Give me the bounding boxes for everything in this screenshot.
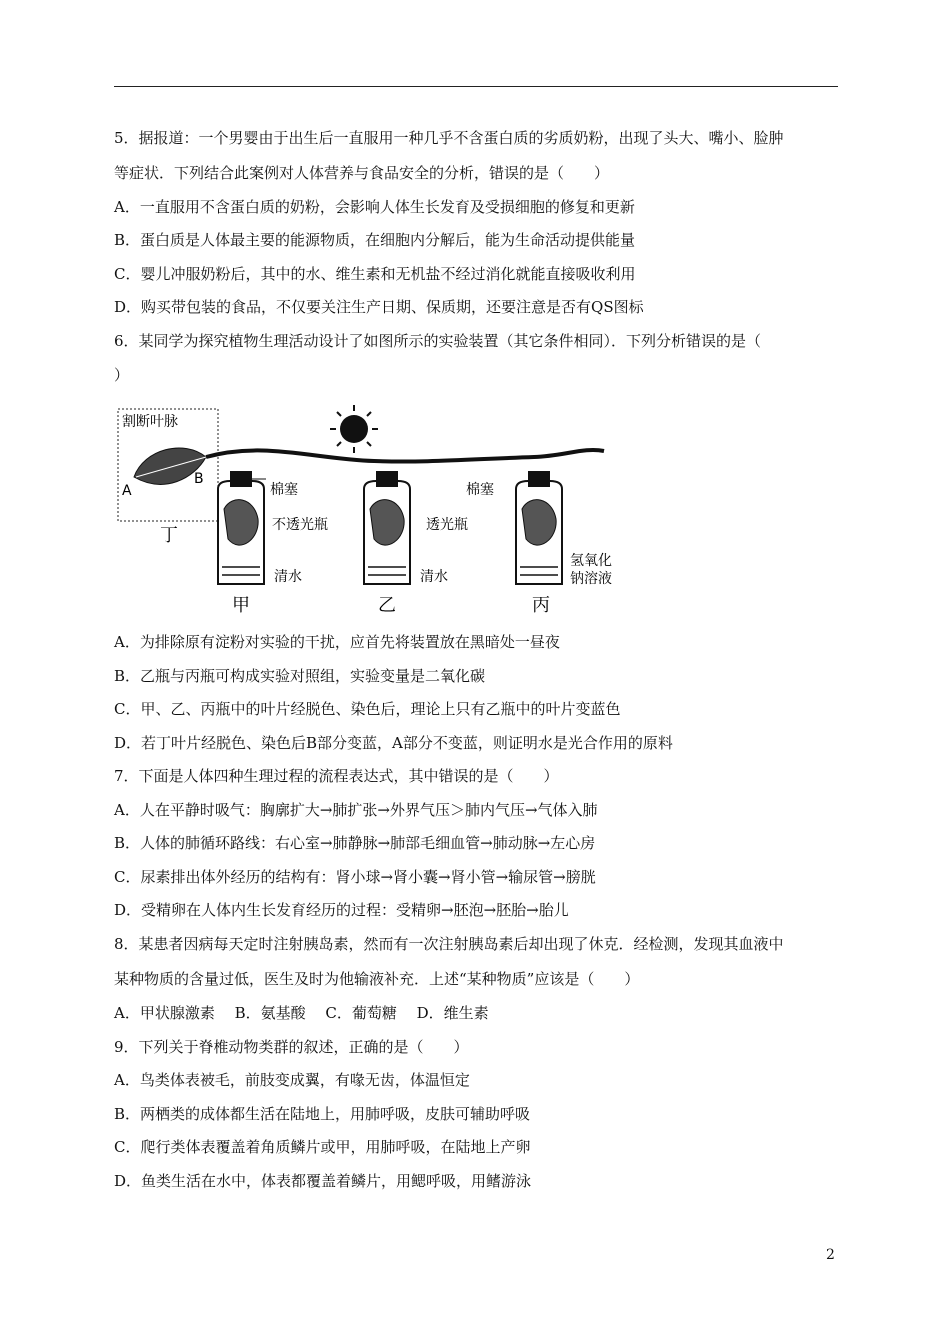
label-water-2: 清水 [420, 569, 448, 585]
experiment-figure [114, 399, 622, 621]
q9-option-c: C．爬行类体表覆盖着角质鳞片或甲，用肺呼吸，在陆地上产卵 [114, 1138, 531, 1156]
q7-option-b: B．人体的肺循环路线：右心室→肺静脉→肺部毛细血管→肺动脉→左心房 [114, 834, 596, 852]
bottle-bing [516, 471, 562, 584]
q6-option-b: B．乙瓶与丙瓶可构成实验对照组，实验变量是二氧化碳 [114, 667, 486, 685]
q8-stem-line-1: 8．某患者因病每天定时注射胰岛素，然而有一次注射胰岛素后却出现了休克．经检测，发现其血液中 [114, 935, 784, 953]
q5-option-a: A．一直服用不含蛋白质的奶粉，会影响人体生长发育及受损细胞的修复和更新 [114, 198, 635, 216]
q9-stem: 9．下列关于脊椎动物类群的叙述，正确的是（ ） [114, 1038, 469, 1056]
label-bing: 丙 [532, 595, 550, 616]
q7-stem: 7．下面是人体四种生理过程的流程表达式，其中错误的是（ ） [114, 767, 559, 785]
label-jia: 甲 [232, 595, 250, 616]
q9-option-a: A．鸟类体表被毛，前肢变成翼，有喙无齿，体温恒定 [114, 1071, 470, 1089]
bottle-yi [364, 471, 410, 584]
label-b: B [194, 471, 204, 487]
q6-option-d: D．若丁叶片经脱色、染色后B部分变蓝，A部分不变蓝，则证明水是光合作用的原料 [114, 734, 673, 752]
q7-option-d: D．受精卵在人体内生长发育经历的过程：受精卵→胚泡→胚胎→胎儿 [114, 901, 569, 919]
q7-option-c: C．尿素排出体外经历的结构有：肾小球→肾小囊→肾小管→输尿管→膀胱 [114, 868, 596, 886]
q9-option-b: B．两栖类的成体都生活在陆地上，用肺呼吸，皮肤可辅助呼吸 [114, 1105, 531, 1123]
label-naoh-2: 钠溶液 [570, 571, 612, 587]
q5-stem-line-1: 5．据报道：一个男婴由于出生后一直服用一种几乎不含蛋白质的劣质奶粉，出现了头大、嘴小、脸肿 [114, 129, 784, 147]
q6-option-a: A．为排除原有淀粉对实验的干扰，应首先将装置放在黑暗处一昼夜 [114, 633, 560, 651]
label-mianse-1: 棉塞 [270, 482, 298, 498]
q5-option-d: D．购买带包装的食品，不仅要关注生产日期、保质期，还要注意是否有QS图标 [114, 298, 644, 316]
page-number: 2 [826, 1247, 835, 1263]
label-clear-bottle: 透光瓶 [426, 517, 468, 533]
q8-options: A．甲状腺激素 B．氨基酸 C．葡萄糖 D．维生素 [114, 1004, 489, 1022]
q9-option-d: D．鱼类生活在水中，体表都覆盖着鳞片，用鳃呼吸，用鳍游泳 [114, 1172, 532, 1190]
q7-option-a: A．人在平静时吸气：胸廓扩大→肺扩张→外界气压＞肺内气压→气体入肺 [114, 801, 598, 819]
bottle-jia [218, 471, 264, 584]
sun-icon [340, 415, 368, 443]
box-title: 割断叶脉 [122, 414, 178, 430]
plant-stem [206, 450, 604, 462]
label-a: A [122, 483, 132, 499]
q8-stem-line-2: 某种物质的含量过低，医生及时为他输液补充．上述“某种物质”应该是（ ） [114, 970, 640, 988]
q5-option-b: B．蛋白质是人体最主要的能源物质，在细胞内分解后，能为生命活动提供能量 [114, 231, 636, 249]
q6-stem-line-2: ） [114, 366, 130, 384]
q6-stem-line-1: 6．某同学为探究植物生理活动设计了如图所示的实验装置（其它条件相同）．下列分析错误的是（ [114, 332, 762, 350]
label-mianse-2: 棉塞 [466, 482, 494, 498]
label-naoh-1: 氢氧化 [570, 553, 612, 569]
experiment-diagram [114, 399, 622, 621]
label-water-1: 清水 [274, 569, 302, 585]
header-rule [114, 86, 838, 87]
label-ding: 丁 [160, 525, 178, 546]
label-opaque-bottle: 不透光瓶 [272, 517, 328, 533]
q5-option-c: C．婴儿冲服奶粉后，其中的水、维生素和无机盐不经过消化就能直接吸收利用 [114, 265, 636, 283]
q6-option-c: C．甲、乙、丙瓶中的叶片经脱色、染色后，理论上只有乙瓶中的叶片变蓝色 [114, 700, 621, 718]
q5-stem-line-2: 等症状．下列结合此案例对人体营养与食品安全的分析，错误的是（ ） [114, 164, 610, 182]
label-yi: 乙 [378, 595, 396, 616]
